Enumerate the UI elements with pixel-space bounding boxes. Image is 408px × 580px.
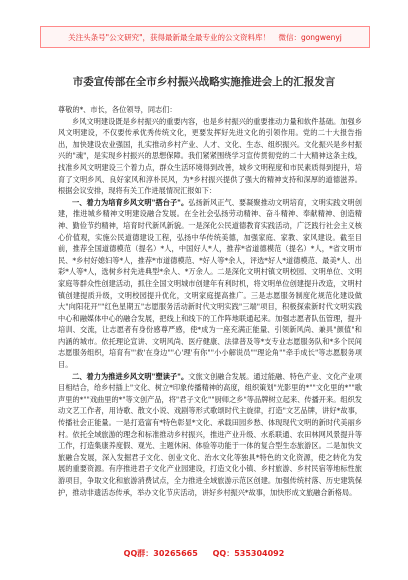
section-1 xyxy=(58,197,362,371)
section-2-text: 文旅文创融合发展。通过能融、特色产业、文化产业项目相结合，给乡村插上"文化、树立*印象传播精神的高度，组织策划"光影里的*""文化里的*""歌声里的*""戏曲里的*"等文创产品，将"君子文化""厨师之乡"等品牌树立起来、传播开来。组织发动文艺工作者，用诗歌、散文小说、戏剧等形式歌颂时代主旋律，打造"文艺品牌，讲好*故事，传播社会正能量。一是打造富有*特色彰显*文化、承载田园乡愁、体现现代文明的新时代美丽乡村。依托全域旅游的理念和标准推动乡村振兴，推进产业升级、水系联通、农田林网风景提升等工作，打造集康养度假、观光、主题休闲、体验等功能于一体的复合型生态旅游区。二是加快文旅融合发展，深入发掘君子文化、创业文化、治水文化等独具*特色的文化资源，使之转化为发展的重要资源。有序推进君子文化产业园建设，打造文化小镇、乡村旅游、乡村民宿等地标性旅游项目，争取文化和旅游消费试点，全力推进全域旅游示范区创建。加强传统村落、历史建筑保护，推动非遗活态传承，举办文化节庆活动，讲好乡村振兴*故事，加快形成文旅融合新格局。 xyxy=(58,371,362,497)
qq-group: QQ群：30265665 xyxy=(123,549,198,558)
greeting: 尊敬的*、市长，各位领导，同志们： xyxy=(58,105,177,114)
document-body xyxy=(58,104,362,524)
promo-banner xyxy=(40,26,370,48)
paragraph-intro: 乡风文明建设既是乡村振兴的重要内容，也是乡村振兴的重要推动力量和软件基础。加强乡风文明建设，不仅要传承优秀传统文化，更要发挥好先进文化的引领作用。党的二十大报告指出，加快建设农业强国，扎实推动乡村产业、人才、文化、生态、组织振兴。文化振兴是乡村振兴的"魂"，是实现乡村振兴的思想保障。我们紧紧围绕学习宣传贯彻党的二十大精神这条主线，找准乡风文明建设三个着力点，群众生活环境得到改善，城乡文明程度和市民素质得到提升，培育了文明乡风、良好家风和淳朴民风，为*乡村振兴提供了强大的精神支持和深厚的道德滋养。根据会议安排，现将有关工作进展情况汇报如下： xyxy=(58,116,362,196)
qq-number: QQ：535304092 xyxy=(212,549,285,558)
contact-footer xyxy=(0,548,408,559)
banner-wechat: 微信：gongwenyj xyxy=(278,32,342,42)
section-2 xyxy=(58,371,362,499)
banner-separator xyxy=(273,33,275,42)
document-title: 市委宣传部在全市乡村振兴战略实施推进会上的汇报发言 xyxy=(72,76,336,88)
section-2-heading: 二、着力为推进乡风文明"塑读子"。 xyxy=(72,371,189,381)
section-1-heading: 一、着力为培育乡风文明"搭台子"。 xyxy=(72,197,189,207)
banner-text: 关注头条号"公文研究"，获得最新最全最专业的公文资料库！ xyxy=(68,32,271,42)
section-1-text: 弘扬新风正气、要凝聚推动文明培育，文明实践文明创建，推进城乡精神文明建设融合发展。在全社会弘扬劳动精神、奋斗精神、奉献精神、创造精神、勤俭节约精神，培育时代新风新貌。一是深化公民道德教育实践活动，广泛践行社会主义核心价值观，实施公民道德建设工程，弘扬中华传统美德，加强家庭、家教、家风建设。截至目前，推荐全国道德模范（提名）*人，中国好人*人，推荐*省道德模范（提名）*人，*省文明市民、*乡村好媳妇等*人，推荐*市道德模范、*好人等*余人，评选*好人*道德模范、最美*人、出彩*人等*人，选树乡村先进典型*余人、*万余人。二是深化文明村镇文明校园、文明单位、文明家庭等群众性创建活动，抓住全国文明城市创建年有利时机，将文明单位创建提升改造，文明村镇创建提质升级，文明校园提升优化，文明家庭提高推广。三是志愿服务制度化规范化建设做大"向阳花开""红色星期五"志愿服务活动新时代文明实践"三端"项目，积极探索新时代文明实践中心和融媒体中心的融合发展，把线上和线下的工作阵地联通起来。加强志愿者队伍管理，提升培训、交流，让志愿者有身份感尊严感，使*成为一座充满正能量、引领新风尚、兼具"颜值"和内涵的城市。依托理论宣讲、文明风尚、医疗健康、法律普及等*支专业志愿服务队和*多个民间志愿服务组织，培育有"'救'在身边""心'理'有你""小小解说员""理论角""牵手成长"等志愿服务项目。 xyxy=(58,197,362,370)
